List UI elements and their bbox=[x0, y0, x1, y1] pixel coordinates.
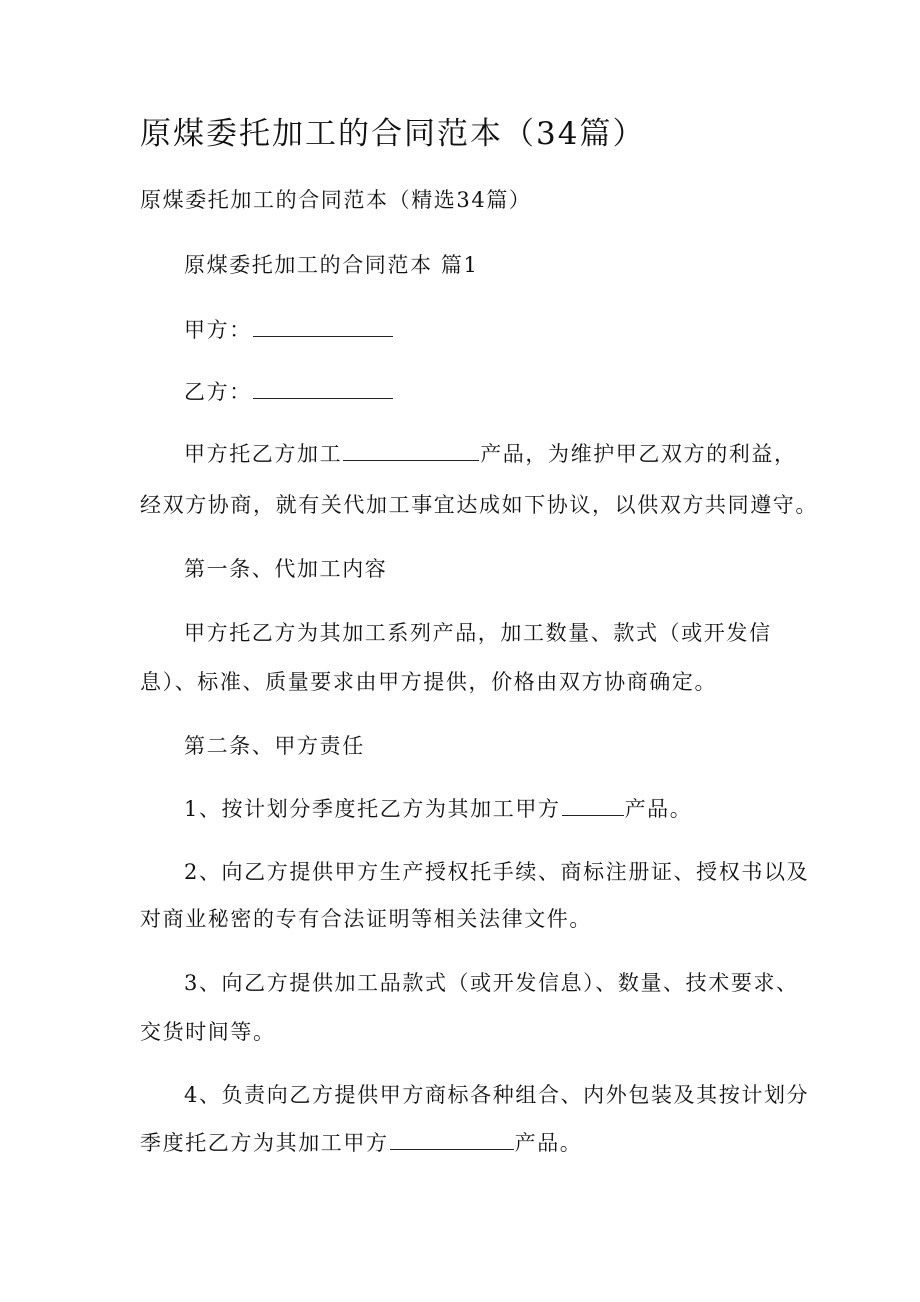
item-4-line-2 bbox=[140, 1129, 582, 1157]
item-1-text-1: 1、按计划分季度托乙方为其加工甲方 bbox=[184, 797, 561, 821]
product-name-blank bbox=[343, 440, 479, 461]
item-4-text-1: 季度托乙方为其加工甲方 bbox=[140, 1131, 389, 1155]
intro-text-1: 甲方托乙方加工 bbox=[184, 442, 343, 466]
item-1-line bbox=[184, 795, 692, 823]
intro-line-2: 经双方协商，就有关代加工事宜达成如下协议，以供双方共同遵守。 bbox=[140, 493, 818, 517]
item-4-text-2: 产品。 bbox=[514, 1131, 583, 1155]
item-4-line-1: 4、负责向乙方提供甲方商标各种组合、内外包装及其按计划分 bbox=[184, 1083, 810, 1107]
item-4-blank bbox=[390, 1129, 514, 1150]
item-3-line-1: 3、向乙方提供加工品款式（或开发信息）、数量、技术要求、 bbox=[184, 971, 799, 995]
party-b-label: 乙方： bbox=[184, 380, 252, 404]
item-1-text-2: 产品。 bbox=[624, 797, 693, 821]
intro-text-2: 产品，为维护甲乙双方的利益， bbox=[480, 442, 797, 466]
section-heading: 原煤委托加工的合同范本 篇1 bbox=[184, 253, 479, 277]
article-2-heading: 第二条、甲方责任 bbox=[184, 734, 365, 758]
document-subtitle: 原煤委托加工的合同范本（精选34篇） bbox=[140, 188, 532, 212]
party-a-line bbox=[184, 316, 394, 344]
intro-line-1 bbox=[184, 440, 797, 468]
article-1-heading: 第一条、代加工内容 bbox=[184, 557, 388, 581]
item-1-blank bbox=[562, 795, 624, 816]
party-a-label: 甲方： bbox=[184, 318, 252, 342]
document-title: 原煤委托加工的合同范本（34篇） bbox=[140, 116, 646, 152]
item-2-line-1: 2、向乙方提供甲方生产授权托手续、商标注册证、授权书以及 bbox=[184, 860, 810, 884]
party-a-blank bbox=[253, 316, 393, 337]
item-3-line-2: 交货时间等。 bbox=[140, 1020, 276, 1044]
party-b-blank bbox=[253, 378, 393, 399]
article-1-line-2: 息）、标准、质量要求由甲方提供，价格由双方协商确定。 bbox=[140, 670, 718, 694]
item-2-line-2: 对商业秘密的专有合法证明等相关法律文件。 bbox=[140, 907, 592, 931]
article-1-line-1: 甲方托乙方为其加工系列产品，加工数量、款式（或开发信 bbox=[184, 621, 772, 645]
party-b-line bbox=[184, 378, 394, 406]
